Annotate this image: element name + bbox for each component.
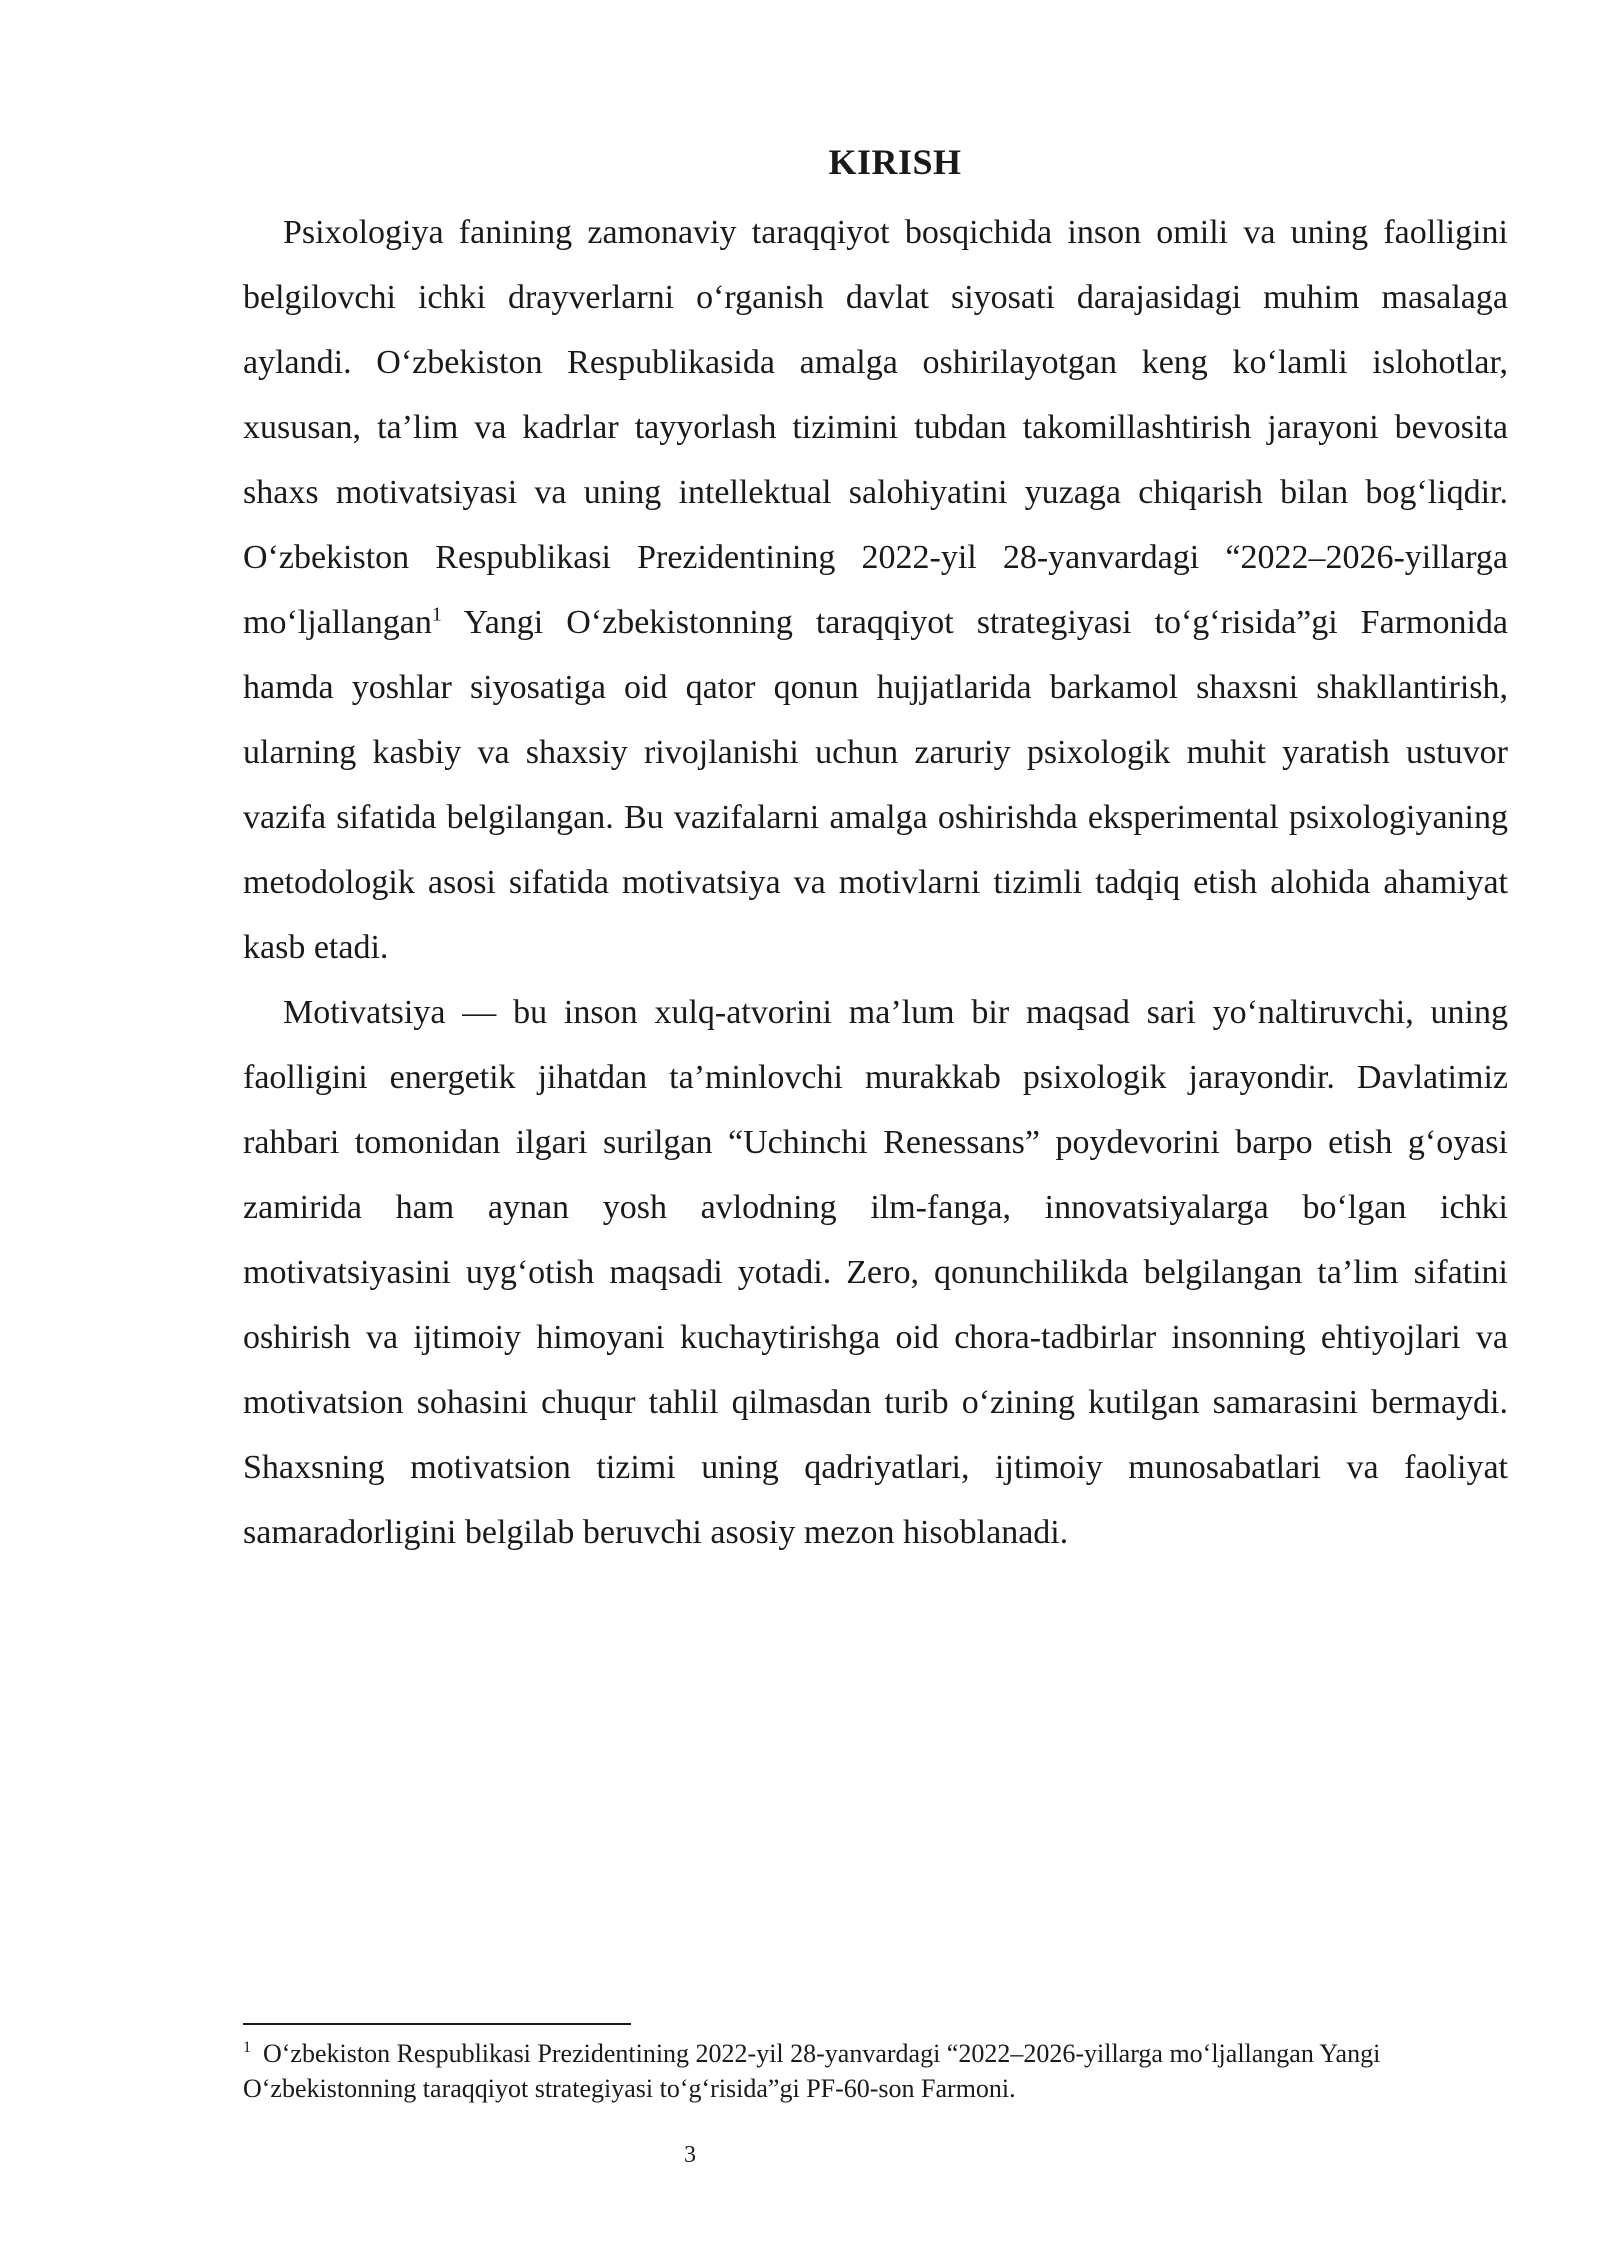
footnote-number: 1 [243, 2039, 251, 2057]
footnote-reference[interactable]: 1 [431, 603, 442, 626]
footnote-text: O‘zbekiston Respublikasi Prezidentining 2022-yil 28-yanvardagi “2022–2026-yillarga mo‘ljallangan Yangi O‘zbekistonning taraqqiyot strategiyasi to‘g‘risida”gi PF-60-son Farmoni. [243, 2039, 1381, 2103]
footnote [243, 2036, 1508, 2106]
body-text [243, 200, 1508, 1565]
paragraph-1-text-before-ref: Psixologiya fanining zamonaviy taraqqiyot bosqichida inson omili va uning faolligini belgilovchi ichki drayverlarni o‘rganish davlat siyosati darajasidagi muhim masalaga aylandi. O‘zbekiston Respublikasida amalga oshirilayotgan keng ko‘lamli islohotlar, xususan, ta’lim va kadrlar tayyorlash tizimini tubdan takomillashtirish jarayoni bevosita shaxs motivatsiyasi va uning intellektual salohiyatini yuzaga chiqarish bilan bog‘liqdir. O‘zbekiston Respublikasi Prezidentining 2022-yil 28-yanvardagi “2022–2026-yillarga mo‘ljallangan [243, 214, 1508, 641]
page-number: 3 [684, 2142, 696, 2168]
paragraph-1-text-after-ref: Yangi O‘zbekistonning taraqqiyot strategiyasi to‘g‘risida”gi Farmonida hamda yoshlar siyosatiga oid qator qonun hujjatlarida barkamol shaxsni shakllantirish, ularning kasbiy va shaxsiy rivojlanishi uchun zaruriy psixologik muhit yaratish ustuvor vazifa sifatida belgilangan. Bu vazifalarni amalga oshirishda eksperimental psixologiyaning metodologik asosi sifatida motivatsiya va motivlarni tizimli tadqiq etish alohida ahamiyat kasb etadi. [243, 604, 1508, 966]
footnote-separator [243, 2023, 631, 2025]
page-heading: KIRISH [828, 142, 962, 182]
paragraph-motivation: Motivatsiya — bu inson xulq-atvorini ma’lum bir maqsad sari yo‘naltiruvchi, uning faolligini energetik jihatdan ta’minlovchi murakkab psixologik jarayondir. Davlatimiz rahbari tomonidan ilgari surilgan “Uchinchi Renessans” poydevorini barpo etish g‘oyasi zamirida ham aynan yosh avlodning ilm-fanga, innovatsiyalarga bo‘lgan ichki motivatsiyasini uyg‘otish maqsadi yotadi. Zero, qonunchilikda belgilangan ta’lim sifatini oshirish va ijtimoiy himoyani kuchaytirishga oid chora-tadbirlar insonning ehtiyojlari va motivatsion sohasini chuqur tahlil qilmasdan turib o‘zining kutilgan samarasini bermaydi. Shaxsning motivatsion tizimi uning qadriyatlari, ijtimoiy munosabatlari va faoliyat samaradorligini belgilab beruvchi asosiy mezon hisoblanadi. [243, 994, 1508, 1551]
paragraph-introduction [243, 200, 1508, 980]
